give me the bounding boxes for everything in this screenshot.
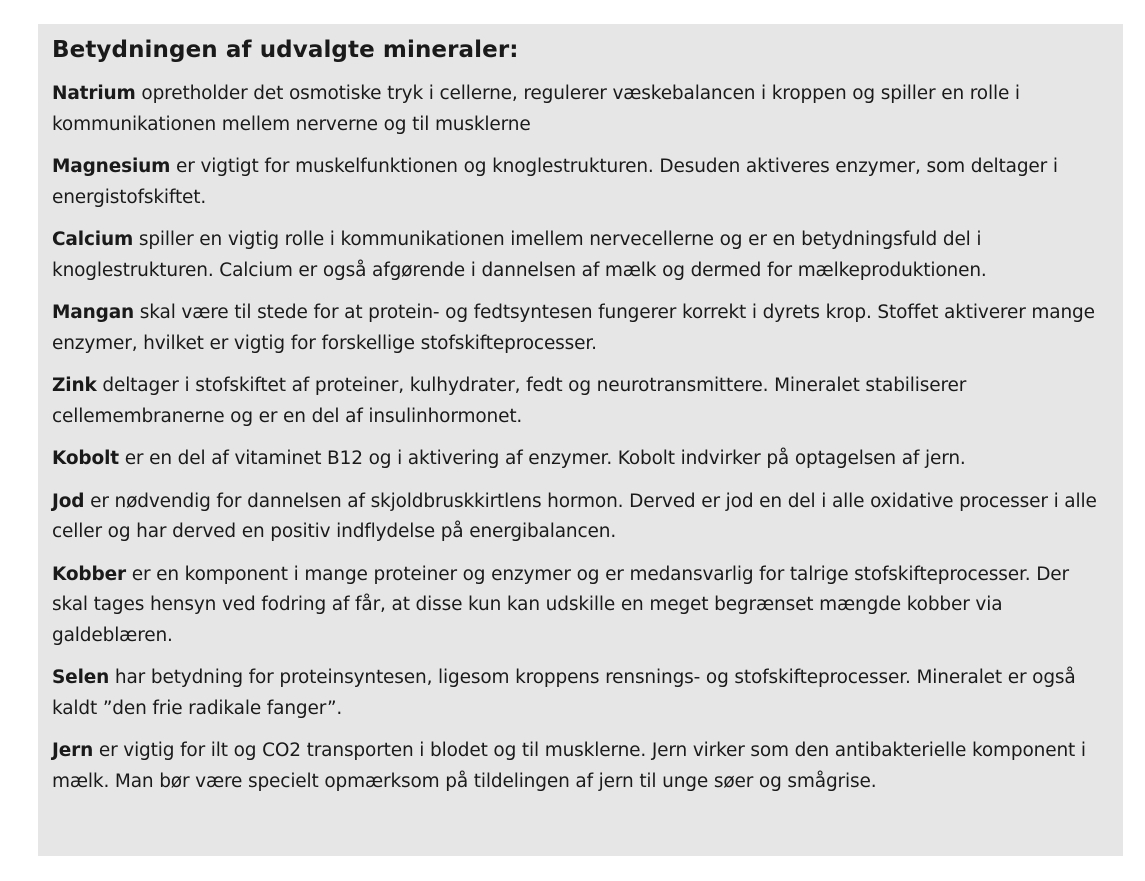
mineral-term: Selen (52, 667, 110, 688)
mineral-entry-calcium (52, 225, 1109, 286)
mineral-description: er vigtigt for muskelfunktionen og knoglestrukturen. Desuden aktiveres enzymer, som deltager i energistofskiftet. (52, 156, 1058, 208)
mineral-term: Kobolt (52, 448, 119, 469)
mineral-description: er en komponent i mange proteiner og enzymer og er medansvarlig for talrige stofskifteprocesser. Der skal tages hensyn ved fodring af får, at disse kun kan udskille en meget begrænset mængde kobber via galdeblæren. (52, 563, 1069, 646)
mineral-description: har betydning for proteinsyntesen, ligesom kroppens rensnings- og stofskifteprocesser. Mineralet er også kaldt ”den frie radikale fanger”. (52, 667, 1076, 719)
mineral-entry-mangan (52, 298, 1109, 359)
mineral-term: Jod (52, 490, 85, 512)
mineral-description: er en del af vitaminet B12 og i aktivering af enzymer. Kobolt indvirker på optagelsen af jern. (118, 448, 966, 469)
mineral-description: skal være til stede for at protein- og fedtsyntesen fungerer korrekt i dyrets krop. Stoffet aktiverer mange enzymer, hvilket er vigtig for forskellige stofskifteprocesser. (52, 302, 1095, 354)
mineral-entry-jern (52, 736, 1109, 797)
mineral-entry-magnesium (52, 152, 1109, 213)
mineral-term: Kobber (52, 563, 126, 585)
mineral-term: Mangan (52, 302, 135, 323)
mineral-info-box (38, 24, 1123, 856)
mineral-description: opretholder det osmotiske tryk i cellerne, regulerer væskebalancen i kroppen og spiller en rolle i kommunikationen mellem nerverne og til musklerne (52, 83, 1020, 135)
box-title: Betydningen af udvalgte mineraler: (52, 37, 519, 63)
mineral-description: er nødvendig for dannelsen af skjoldbruskkirtlens hormon. Derved er jod en del i alle oxidative processer i alle celler og har derved en positiv indflydelse på energibalancen. (52, 490, 1097, 542)
mineral-term: Magnesium (52, 156, 171, 177)
mineral-description: er vigtig for ilt og CO2 transporten i blodet og til musklerne. Jern virker som den antibakterielle komponent i mælk. Man bør være specielt opmærksom på tildelingen af jern til unge søer og smågrise. (52, 740, 1086, 792)
mineral-description: spiller en vigtig rolle i kommunikationen imellem nervecellerne og er en betydningsfuld del i knoglestrukturen. Calcium er også afgørende i dannelsen af mælk og dermed for mælkeproduktionen. (52, 229, 987, 281)
mineral-term: Natrium (52, 83, 136, 104)
mineral-entry-kobolt (52, 444, 1109, 475)
mineral-description: deltager i stofskiftet af proteiner, kulhydrater, fedt og neurotransmittere. Mineralet stabiliserer cellemembranerne og er en del af insulinhormonet. (52, 375, 967, 427)
mineral-term: Zink (52, 375, 97, 396)
mineral-entry-zink (52, 371, 1109, 432)
mineral-entry-selen (52, 663, 1109, 724)
mineral-term: Jern (52, 740, 94, 761)
mineral-entry-jod (52, 487, 1109, 548)
mineral-entry-natrium (52, 79, 1109, 140)
mineral-entry-kobber (52, 560, 1109, 652)
mineral-term: Calcium (52, 229, 134, 250)
